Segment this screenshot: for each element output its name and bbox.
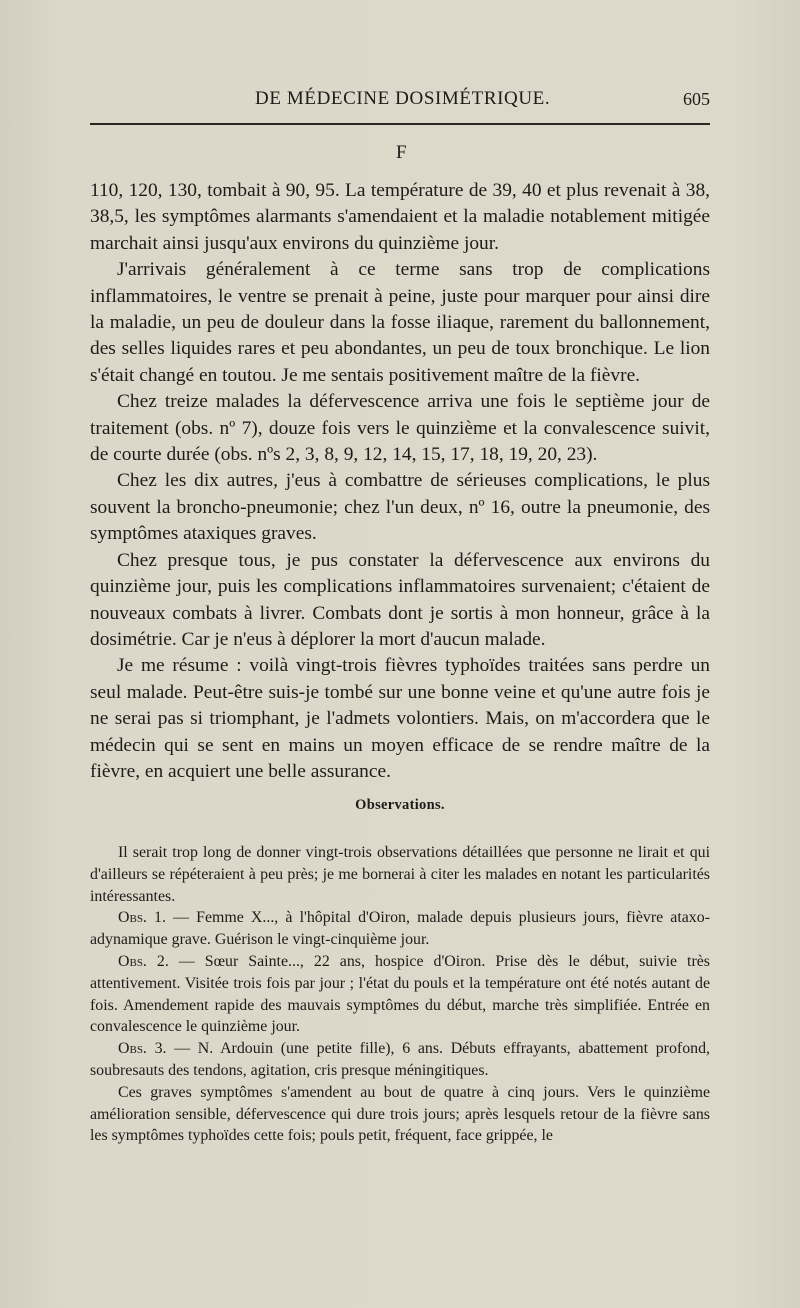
page-number: 605 (683, 89, 710, 109)
paragraph: 110, 120, 130, tombait à 90, 95. La température de 39, 40 et plus revenait à 38, 38,5, les symptômes alarmants s'amendaient et la maladie notablement mitigée marchait ainsi jusqu'aux environs du quinzième jour. (90, 180, 710, 254)
observation-entry (90, 907, 710, 951)
running-title: DE MÉDECINE DOSIMÉTRIQUE. (255, 88, 551, 109)
section-heading: Observations. (355, 797, 445, 813)
paragraph: J'arrivais généralement à ce terme sans trop de complications inflammatoires, le ventre se prenait à peine, juste pour marquer pour ainsi dire la maladie, un peu de douleur dans la fosse iliaque, rarement du ballonnement, des selles liquides rares et peu abondantes, un peu de toux bronchique. Le lion s'était changé en toutou. Je me sentais positivement maître de la fièvre. (90, 259, 710, 386)
observation-text: — Femme X..., à l'hôpital d'Oiron, malade depuis plusieurs jours, fièvre ataxo-adynamique grave. Guérison le vingt-cinquième jour. (90, 909, 710, 949)
observation-entry (90, 951, 710, 1038)
running-header (90, 88, 710, 118)
paragraph: Chez les dix autres, j'eus à combattre de sérieuses complications, le plus souvent la broncho-pneumonie; chez l'un deux, nº 16, outre la pneumonie, des symptômes ataxiques graves. (90, 470, 710, 545)
observation-closing: Ces graves symptômes s'amendent au bout de quatre à cinq jours. Vers le quinzième amélioration sensible, défervescence qui dure trois jours; après lesquels retour de la fièvre sans les symptômes typhoïdes cette fois; pouls petit, fréquent, face grippée, le (90, 1083, 710, 1145)
observation-text: — N. Ardouin (une petite fille), 6 ans. Débuts effrayants, abattement profond, soubresauts des tendons, agitation, cris presque méningitiques. (90, 1040, 711, 1079)
observations-intro: Il serait trop long de donner vingt-trois observations détaillées que personne ne lirait et qui d'ailleurs se répéteraient à peu près; je me bornerai à citer les malades en notant les particularités intéressantes. (90, 844, 710, 905)
observation-label: Obs. 2. (118, 952, 169, 970)
observation-label: Obs. 1. (118, 909, 166, 927)
paragraph: Chez treize malades la défervescence arriva une fois le septième jour de traitement (obs. nº 7), douze fois vers le quinzième et la convalescence suivit, de courte durée (obs. nºs 2, 3, 8, 9, 12, 14, 15, 17, 18, 19, 20, 23). (90, 391, 710, 466)
observation-label: Obs. 3. (118, 1040, 167, 1058)
observations-section (90, 842, 710, 1147)
paragraph: Je me résume : voilà vingt-trois fièvres typhoïdes traitées sans perdre un seul malade. Peut-être suis-je tombé sur une bonne veine et qu'une autre fois je ne serai pas si triomphant, je l'admets volontiers. Mais, on m'accordera que le médecin qui se sent en mains un moyen efficace de se rendre maître de la fièvre, en acquiert une belle assurance. (90, 655, 710, 782)
main-text (90, 178, 710, 785)
header-rule (90, 123, 710, 125)
observation-entry (90, 1038, 710, 1082)
signature-mark: F (396, 142, 407, 163)
observation-text: — Sœur Sainte..., 22 ans, hospice d'Oiron. Prise dès le début, suivie très attentivement. Visitée trois fois par jour ; l'état du pouls et la température ont été notés autant de fois. Amendement rapide des mauvais symptômes du début, marche très simplifiée. Entrée en convalescence le quinzième jour. (90, 952, 710, 1036)
paragraph: Chez presque tous, je pus constater la défervescence aux environs du quinzième jour, puis les complications inflammatoires survenaient; c'étaient de nouveaux combats à livrer. Combats dont je sortis à mon honneur, grâce à la dosimétrie. Car je n'eus à déplorer la mort d'aucun malade. (90, 549, 710, 650)
